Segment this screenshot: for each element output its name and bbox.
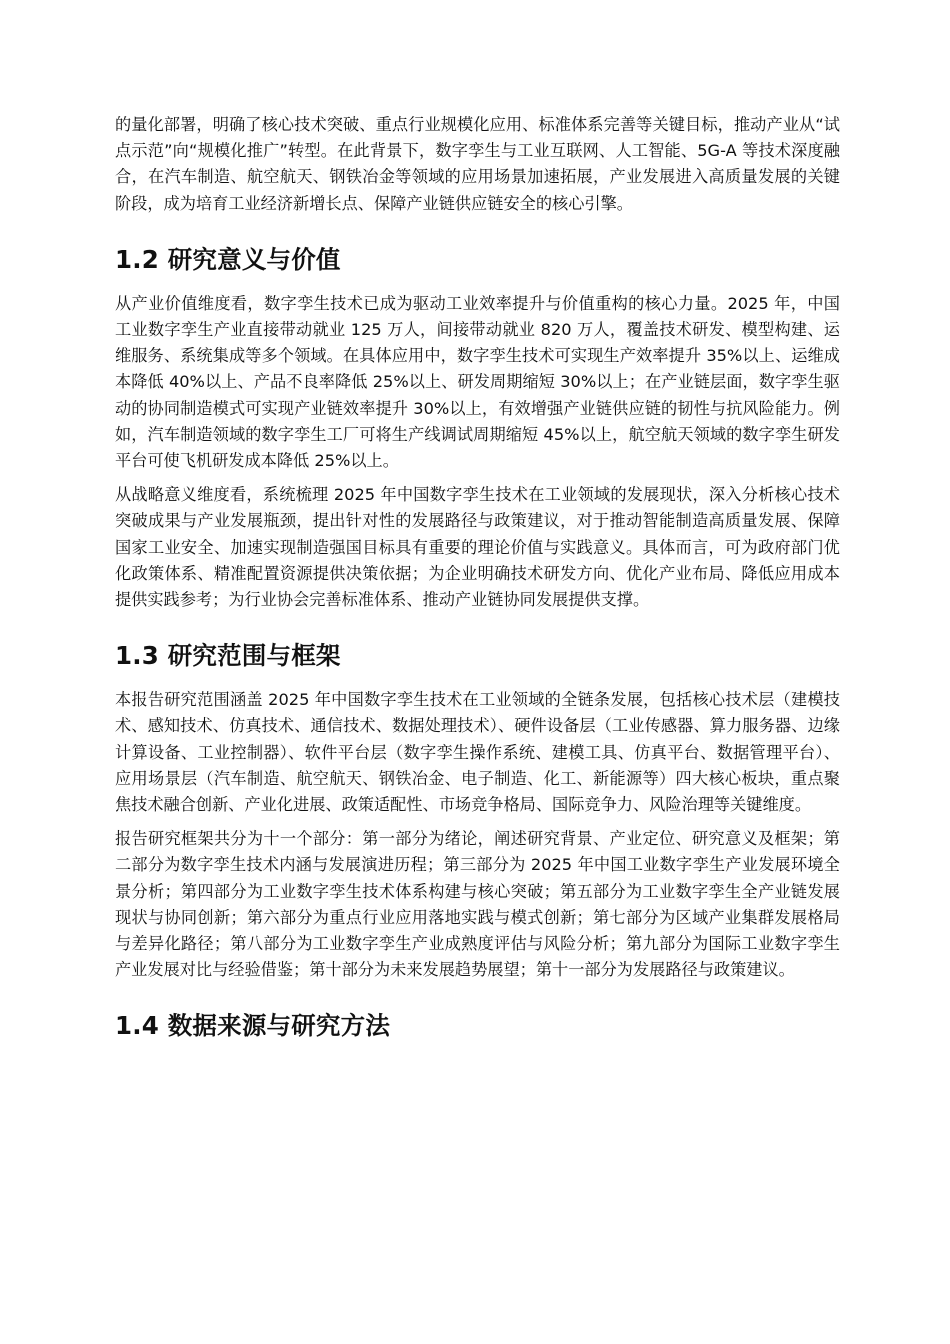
section-1-3-paragraph-2: 报告研究框架共分为十一个部分：第一部分为绪论，阐述研究背景、产业定位、研究意义及框架；第二部分为数字孪生技术内涵与发展演进历程；第三部分为 2025 年中国工业数字孪生产业发展环境全景分析；第四部分为工业数字孪生技术体系构建与核心突破；第五部分为工业数字孪生全产业链发展现状与协同创新；第六部分为重点行业应用落地实践与模式创新；第七部分为区域产业集群发展格局与差异化路径；第八部分为工业数字孪生产业成熟度评估与风险分析；第九部分为国际工业数字孪生产业发展对比与经验借鉴；第十部分为未来发展趋势展望；第十一部分为发展路径与政策建议。 [115, 829, 840, 980]
section-1-3-paragraph-1: 本报告研究范围涵盖 2025 年中国数字孪生技术在工业领域的全链条发展，包括核心技术层（建模技术、感知技术、仿真技术、通信技术、数据处理技术）、硬件设备层（工业传感器、算力服务器、边缘计算设备、工业控制器）、软件平台层（数字孪生操作系统、建模工具、仿真平台、数据管理平台）、应用场景层（汽车制造、航空航天、钢铁冶金、电子制造、化工、新能源等）四大核心板块，重点聚焦技术融合创新、产业化进展、政策适配性、市场竞争格局、国际竞争力、风险治理等关键维度。 [115, 690, 840, 815]
section-heading-1-4: 1.4 数据来源与研究方法 [115, 1011, 391, 1041]
section-heading-1-3: 1.3 研究范围与框架 [115, 641, 341, 671]
section-heading-1-2: 1.2 研究意义与价值 [115, 244, 341, 274]
section-1-2-paragraph-1: 从产业价值维度看，数字孪生技术已成为驱动工业效率提升与价值重构的核心力量。2025 年，中国工业数字孪生产业直接带动就业 125 万人，间接带动就业 820 万人，覆盖技术研发、模型构建、运维服务、系统集成等多个领域。在具体应用中，数字孪生技术可实现生产效率提升 35%以上、运维成本降低 40%以上、产品不良率降低 25%以上、研发周期缩短 30%以上；在产业链层面，数字孪生驱动的协同制造模式可实现产业链效率提升 30%以上，有效增强产业链供应链的韧性与抗风险能力。例如，汽车制造领域的数字孪生工厂可将生产线调试周期缩短 45%以上，航空航天领域的数字孪生研发平台可使飞机研发成本降低 25%以上。 [115, 293, 840, 471]
intro-paragraph: 的量化部署，明确了核心技术突破、重点行业规模化应用、标准体系完善等关键目标，推动产业从“试点示范”向“规模化推广”转型。在此背景下，数字孪生与工业互联网、人工智能、5G-A 等技术深度融合，在汽车制造、航空航天、钢铁冶金等领域的应用场景加速拓展，产业发展进入高质量发展的关键阶段，成为培育工业经济新增长点、保障产业链供应链安全的核心引擎。 [115, 115, 840, 213]
section-1-2-paragraph-2: 从战略意义维度看，系统梳理 2025 年中国数字孪生技术在工业领域的发展现状，深入分析核心技术突破成果与产业发展瓶颈，提出针对性的发展路径与政策建议，对于推动智能制造高质量发展、保障国家工业安全、加速实现制造强国目标具有重要的理论价值与实践意义。具体而言，可为政府部门优化政策体系、精准配置资源提供决策依据；为企业明确技术研发方向、优化产业布局、降低应用成本提供实践参考；为行业协会完善标准体系、推动产业链协同发展提供支撑。 [115, 485, 840, 610]
